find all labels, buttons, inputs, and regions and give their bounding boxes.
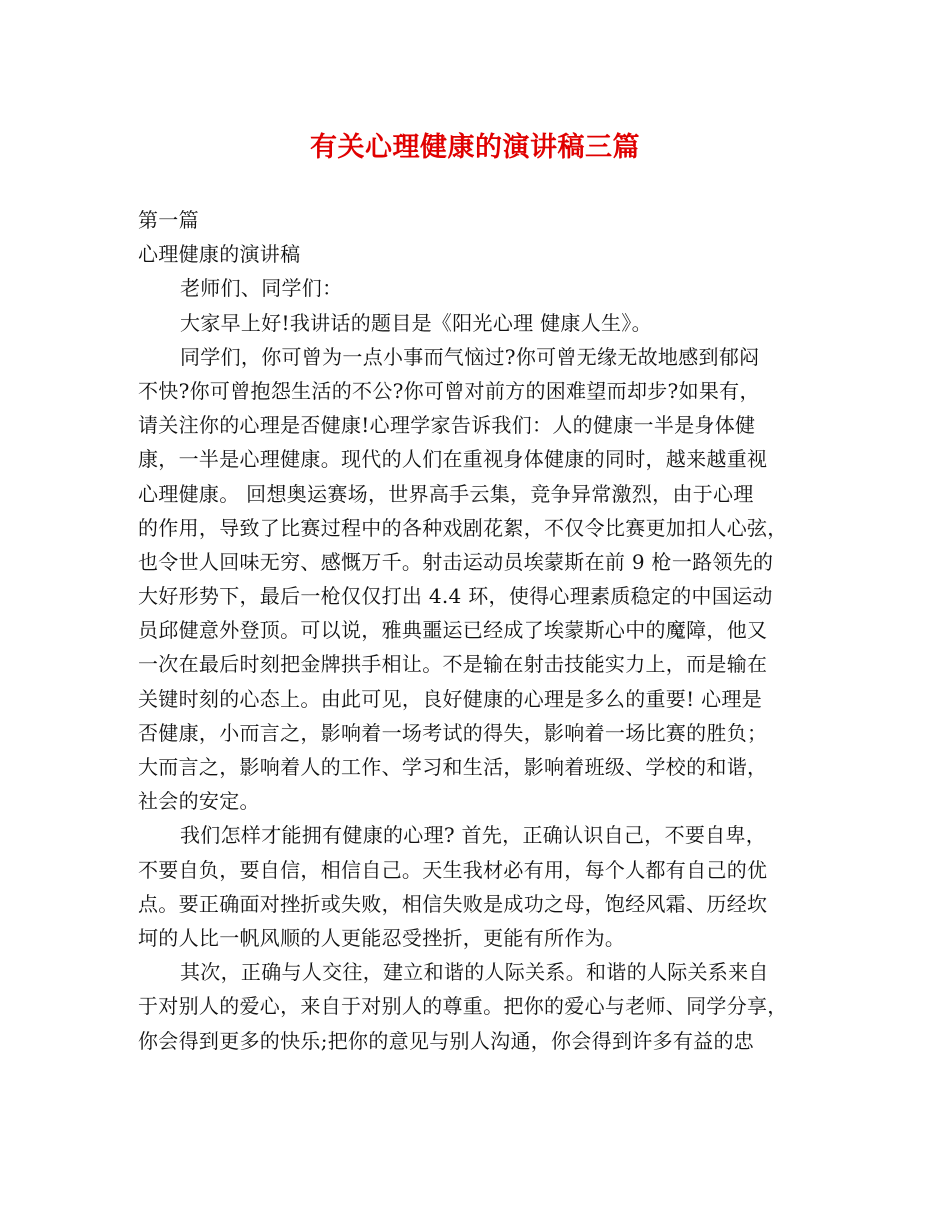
text-line: 社会的安定。: [138, 789, 260, 814]
text-line: 不快?你可曾抱怨生活的不公?你可曾对前方的困难望而却步?如果有，: [138, 378, 760, 403]
text-line: 否健康，小而言之，影响着一场考试的得失，影响着一场比赛的胜负；: [138, 720, 768, 745]
document-title: 有关心理健康的演讲稿三篇: [310, 132, 640, 163]
text-line: 不要自负，要自信，相信自己。天生我材必有用，每个人都有自己的优: [138, 857, 768, 882]
document-body: [138, 203, 828, 1058]
text-line: 于对别人的爱心，来自于对别人的尊重。把你的爱心与老师、同学分享，: [138, 994, 788, 1019]
text-line: 坷的人比一帆风顺的人更能忍受挫折，更能有所作为。: [138, 925, 626, 950]
text-line: 也令世人回味无穷、感慨万千。射击运动员埃蒙斯在前 9 枪一路领先的: [138, 549, 774, 574]
text-line: 大好形势下，最后一枪仅仅打出 4.4 环，使得心理素质稳定的中国运动: [138, 584, 773, 609]
text-line: 老师们、同学们：: [180, 276, 343, 301]
text-line: 康，一半是心理健康。现代的人们在重视身体健康的同时，越来越重视: [138, 447, 768, 472]
text-line: 心理健康的演讲稿: [138, 242, 301, 267]
text-line: 一次在最后时刻把金牌拱手相让。不是输在射击技能实力上，而是输在: [138, 652, 768, 677]
text-line: 请关注你的心理是否健康!心理学家告诉我们：人的健康一半是身体健: [138, 413, 756, 438]
text-line: 同学们，你可曾为一点小事而气恼过?你可曾无缘无故地感到郁闷: [180, 344, 760, 369]
text-line: 我们怎样才能拥有健康的心理? 首先，正确认识自己，不要自卑，: [180, 823, 767, 848]
text-line: 大家早上好!我讲话的题目是《阳光心理 健康人生》。: [180, 310, 652, 335]
text-line: 的作用，导致了比赛过程中的各种戏剧花絮，不仅令比赛更加扣人心弦，: [138, 515, 788, 540]
text-line: 你会得到更多的快乐;把你的意见与别人沟通，你会得到许多有益的忠: [138, 1028, 755, 1053]
text-line: 心理健康。 回想奥运赛场，世界高手云集，竞争异常激烈，由于心理: [138, 481, 754, 506]
text-line: 大而言之，影响着人的工作、学习和生活，影响着班级、学校的和谐，: [138, 755, 768, 779]
text-line: 员邱健意外登顶。可以说，雅典噩运已经成了埃蒙斯心中的魔障，他又: [138, 618, 768, 643]
text-line: 点。要正确面对挫折或失败，相信失败是成功之母，饱经风霜、历经坎: [138, 891, 768, 916]
text-line: 关键时刻的心态上。由此可见，良好健康的心理是多么的重要! 心理是: [138, 686, 762, 711]
text-line: 其次，正确与人交往，建立和谐的人际关系。和谐的人际关系来自: [180, 960, 769, 985]
text-line: 第一篇: [138, 208, 199, 232]
